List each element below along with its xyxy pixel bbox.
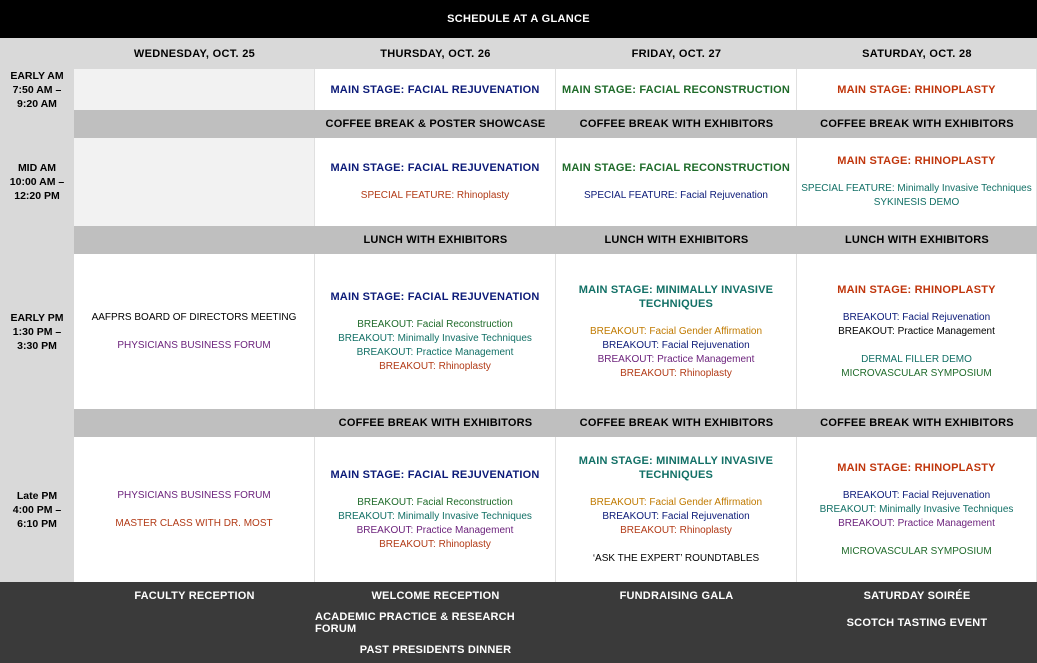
cell-early-am-saturday xyxy=(797,69,1037,110)
evening-event-saturday-1: SATURDAY SOIRÉE xyxy=(863,589,971,602)
breakout-label: BREAKOUT: Rhinoplasty xyxy=(379,538,491,550)
break-label-friday: COFFEE BREAK WITH EXHIBITORS xyxy=(579,118,774,130)
evening-event-friday: FUNDRAISING GALA xyxy=(619,589,734,602)
break-label-saturday-pm: COFFEE BREAK WITH EXHIBITORS xyxy=(820,417,1014,429)
cell-late-pm-thursday xyxy=(315,437,556,582)
cell-early-am-friday xyxy=(556,69,797,110)
breakout-label: BREAKOUT: Facial Reconstruction xyxy=(357,496,513,508)
cell-mid-am-saturday xyxy=(797,138,1037,226)
symposium-label: MICROVASCULAR SYMPOSIUM xyxy=(841,545,992,557)
special-feature-label: SPECIAL FEATURE: Minimally Invasive Techniques xyxy=(801,183,1032,194)
breakout-label: BREAKOUT: Facial Gender Affirmation xyxy=(589,325,763,337)
main-stage-label: MAIN STAGE: RHINOPLASTY xyxy=(837,155,996,167)
cell-early-pm-friday xyxy=(556,254,797,409)
cell-late-pm-friday xyxy=(556,437,797,582)
evening-event-thursday-1: WELCOME RECEPTION xyxy=(371,589,500,602)
breakout-label: BREAKOUT: Facial Gender Affirmation xyxy=(589,496,763,508)
cell-late-pm-wednesday xyxy=(74,437,315,582)
cell-early-pm-saturday xyxy=(797,254,1037,409)
time-label-early-am: EARLY AM 7:50 AM – 9:20 AM xyxy=(10,69,64,110)
day-header-wednesday: WEDNESDAY, OCT. 25 xyxy=(74,38,315,69)
breakout-label: BREAKOUT: Minimally Invasive Techniques xyxy=(819,503,1014,515)
breakout-label: BREAKOUT: Facial Rejuvenation xyxy=(842,489,991,501)
break-label-saturday: COFFEE BREAK WITH EXHIBITORS xyxy=(820,118,1014,130)
main-stage-label: MAIN STAGE: FACIAL REJUVENATION xyxy=(330,162,540,174)
symposium-label: MICROVASCULAR SYMPOSIUM xyxy=(841,367,992,379)
cell-mid-am-thursday xyxy=(315,138,556,226)
breakout-label: BREAKOUT: Rhinoplasty xyxy=(379,360,491,372)
business-forum-label: PHYSICIANS BUSINESS FORUM xyxy=(117,489,271,501)
main-stage-label: MAIN STAGE: RHINOPLASTY xyxy=(837,83,996,96)
cell-mid-am-friday xyxy=(556,138,797,226)
main-stage-label: MAIN STAGE: FACIAL RECONSTRUCTION xyxy=(561,162,791,174)
breakout-label: BREAKOUT: Practice Management xyxy=(838,517,995,529)
cell-early-pm-thursday xyxy=(315,254,556,409)
break-label-thursday-pm: COFFEE BREAK WITH EXHIBITORS xyxy=(338,417,533,429)
demo-label: DERMAL FILLER DEMO xyxy=(861,353,972,365)
main-stage-label: MAIN STAGE: RHINOPLASTY xyxy=(837,283,996,296)
day-header-friday: FRIDAY, OCT. 27 xyxy=(556,38,797,69)
breakout-label: BREAKOUT: Facial Reconstruction xyxy=(357,318,513,330)
time-label-mid-am: MID AM 10:00 AM – 12:20 PM xyxy=(9,162,65,202)
cell-late-pm-saturday xyxy=(797,437,1037,582)
business-forum-label: PHYSICIANS BUSINESS FORUM xyxy=(117,339,271,351)
main-stage-label: MAIN STAGE: FACIAL REJUVENATION xyxy=(330,290,540,303)
main-stage-label: MAIN STAGE: FACIAL REJUVENATION xyxy=(330,83,540,96)
special-feature-label: SPECIAL FEATURE: Facial Rejuvenation xyxy=(584,190,768,201)
evening-event-saturday-2: SCOTCH TASTING EVENT xyxy=(846,616,988,629)
day-header-saturday: SATURDAY, OCT. 28 xyxy=(797,38,1037,69)
evening-event-thursday-3: PAST PRESIDENTS DINNER xyxy=(359,643,512,656)
break-label-thursday: COFFEE BREAK & POSTER SHOWCASE xyxy=(325,118,546,130)
breakout-label: BREAKOUT: Minimally Invasive Techniques xyxy=(338,510,532,522)
breakout-label: BREAKOUT: Practice Management xyxy=(356,346,514,358)
breakout-label: BREAKOUT: Practice Management xyxy=(597,353,755,365)
cell-early-am-thursday xyxy=(315,69,556,110)
demo-label: SYKINESIS DEMO xyxy=(873,197,960,208)
main-stage-label-cont: TECHNIQUES xyxy=(638,468,714,481)
day-header-thursday: THURSDAY, OCT. 26 xyxy=(315,38,556,69)
cell-mid-am-wednesday xyxy=(74,138,315,226)
time-header-corner xyxy=(0,38,74,69)
roundtables-label: ‘ASK THE EXPERT’ ROUNDTABLES xyxy=(592,552,760,564)
lunch-label-thursday: LUNCH WITH EXHIBITORS xyxy=(363,234,508,246)
lunch-label-saturday: LUNCH WITH EXHIBITORS xyxy=(845,234,989,246)
main-stage-label: MAIN STAGE: FACIAL REJUVENATION xyxy=(330,468,540,481)
breakout-label: BREAKOUT: Facial Rejuvenation xyxy=(602,339,750,351)
breakout-label: BREAKOUT: Rhinoplasty xyxy=(620,524,732,536)
breakout-label: BREAKOUT: Practice Management xyxy=(838,325,995,337)
main-stage-label: MAIN STAGE: RHINOPLASTY xyxy=(837,461,996,474)
breakout-label: BREAKOUT: Practice Management xyxy=(356,524,514,536)
breakout-label: BREAKOUT: Facial Rejuvenation xyxy=(842,311,991,323)
special-feature-label: SPECIAL FEATURE: Rhinoplasty xyxy=(360,190,510,201)
cell-early-pm-wednesday xyxy=(74,254,315,409)
breakout-label: BREAKOUT: Minimally Invasive Techniques xyxy=(338,332,532,344)
lunch-label-friday: LUNCH WITH EXHIBITORS xyxy=(604,234,749,246)
evening-event-wednesday: FACULTY RECEPTION xyxy=(134,589,255,602)
main-stage-label: MAIN STAGE: FACIAL RECONSTRUCTION xyxy=(561,83,791,96)
breakout-label: BREAKOUT: Rhinoplasty xyxy=(620,367,732,379)
main-stage-label: MAIN STAGE: MINIMALLY INVASIVE xyxy=(578,454,774,467)
board-meeting-label: AAFPRS BOARD OF DIRECTORS MEETING xyxy=(91,311,297,323)
schedule-title: SCHEDULE AT A GLANCE xyxy=(0,0,1037,38)
time-label-late-pm: Late PM 4:00 PM – 6:10 PM xyxy=(12,489,62,530)
cell-early-am-wednesday xyxy=(74,69,315,110)
main-stage-label: MAIN STAGE: MINIMALLY INVASIVE xyxy=(578,283,774,296)
evening-event-thursday-2: ACADEMIC PRACTICE & RESEARCH FORUM xyxy=(315,610,515,635)
breakout-label: BREAKOUT: Facial Rejuvenation xyxy=(602,510,750,522)
main-stage-label-cont: TECHNIQUES xyxy=(638,297,714,310)
break-label-friday-pm: COFFEE BREAK WITH EXHIBITORS xyxy=(579,417,774,429)
master-class-label: MASTER CLASS WITH DR. MOST xyxy=(115,517,273,529)
time-label-early-pm: EARLY PM 1:30 PM – 3:30 PM xyxy=(10,311,64,352)
